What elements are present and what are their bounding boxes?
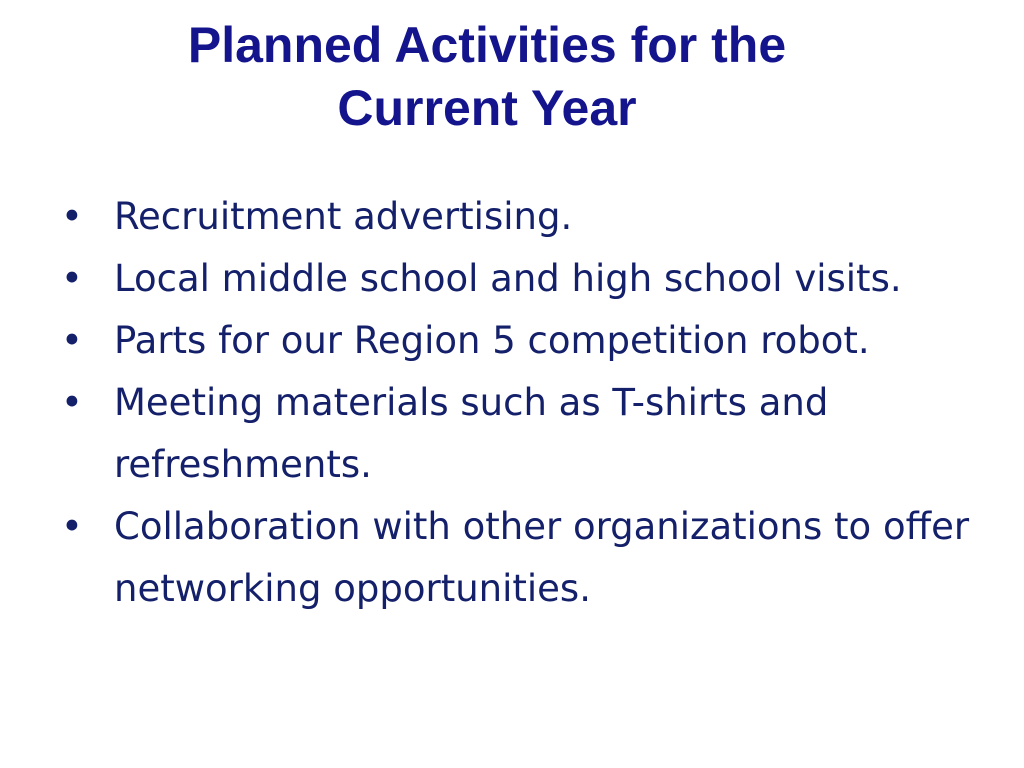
bullet-icon: • — [61, 505, 83, 548]
bullet-icon: • — [61, 319, 83, 362]
bullet-text: Meeting materials such as T-shirts and refreshments. — [114, 381, 829, 486]
bullet-text: Parts for our Region 5 competition robot. — [114, 319, 870, 362]
bullet-list — [58, 186, 1008, 620]
bullet-item — [58, 310, 1008, 372]
bullet-text: Collaboration with other organizations to offer networking opportunities. — [114, 505, 970, 610]
bullet-item — [58, 372, 1008, 496]
slide-title-line-1: Planned Activities for the — [187, 17, 787, 73]
slide-title-line-2: Current Year — [337, 80, 637, 136]
bullet-text: Local middle school and high school visits. — [114, 257, 902, 300]
bullet-item — [58, 186, 1008, 248]
slide-title — [0, 14, 974, 140]
bullet-icon: • — [61, 381, 83, 424]
bullet-icon: • — [61, 195, 83, 238]
bullet-item — [58, 496, 1008, 620]
bullet-text: Recruitment advertising. — [114, 195, 573, 238]
bullet-item — [58, 248, 1008, 310]
bullet-icon: • — [61, 257, 83, 300]
